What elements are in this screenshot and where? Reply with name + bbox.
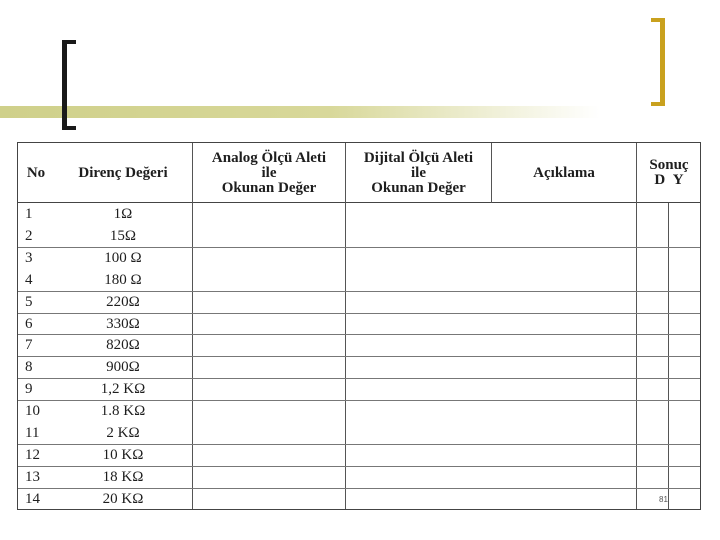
page-number: 81 bbox=[659, 495, 668, 504]
row-number: 8 bbox=[25, 359, 33, 376]
decorative-left-bracket bbox=[62, 40, 76, 130]
row-divider bbox=[18, 488, 700, 489]
header-analog-line3: Okunan Değer bbox=[221, 179, 317, 196]
row-number: 2 bbox=[25, 227, 33, 244]
header-no bbox=[18, 143, 54, 203]
row-divider bbox=[18, 466, 700, 467]
resistance-value: 1,2 KΩ bbox=[100, 381, 146, 398]
header-digital-line1: Dijital Ölçü Aleti bbox=[363, 149, 474, 166]
header-divider bbox=[18, 202, 700, 203]
header-analog bbox=[193, 143, 345, 203]
row-number: 4 bbox=[25, 271, 33, 288]
row-divider bbox=[18, 334, 700, 335]
row-number: 1 bbox=[25, 206, 33, 222]
row-number: 12 bbox=[25, 446, 40, 463]
row-divider bbox=[18, 356, 700, 357]
resistance-measurement-table bbox=[17, 142, 701, 510]
header-explanation-label: Açıklama bbox=[533, 164, 595, 181]
header-result-d: D bbox=[654, 172, 666, 188]
column-divider bbox=[491, 143, 492, 203]
header-digital-line2: ile bbox=[411, 164, 426, 181]
column-divider bbox=[345, 143, 346, 509]
row-number: 6 bbox=[25, 315, 33, 332]
header-explanation bbox=[492, 143, 636, 203]
header-no-label: No bbox=[26, 164, 46, 181]
header-analog-line2: ile bbox=[261, 164, 277, 181]
resistance-value: 2 KΩ bbox=[106, 425, 140, 441]
decorative-right-bracket bbox=[651, 18, 665, 106]
resistance-value: 15Ω bbox=[109, 227, 137, 244]
resistance-value: 1.8 KΩ bbox=[100, 403, 146, 420]
row-divider bbox=[18, 378, 700, 379]
resistance-value: 1Ω bbox=[113, 206, 133, 222]
header-result-y: Y bbox=[672, 172, 684, 188]
column-divider bbox=[636, 143, 637, 509]
header-result-dy bbox=[654, 173, 683, 188]
row-divider bbox=[18, 291, 700, 292]
row-number: 7 bbox=[25, 337, 33, 354]
resistance-value: 220Ω bbox=[106, 293, 140, 310]
resistance-value: 10 KΩ bbox=[102, 446, 144, 463]
header-analog-line1: Analog Ölçü Aleti bbox=[211, 149, 327, 166]
row-number: 10 bbox=[25, 403, 40, 420]
row-number: 3 bbox=[25, 249, 33, 266]
resistance-value: 330Ω bbox=[106, 315, 140, 332]
header-resistance bbox=[54, 143, 192, 203]
header-digital bbox=[346, 143, 491, 203]
row-number: 9 bbox=[25, 381, 33, 398]
resistance-value: 20 KΩ bbox=[102, 490, 144, 507]
header-result-label: Sonuç bbox=[649, 157, 689, 173]
row-divider bbox=[18, 247, 700, 248]
row-divider bbox=[18, 400, 700, 401]
resistance-value: 900Ω bbox=[106, 359, 140, 376]
header-result bbox=[637, 143, 701, 203]
row-divider bbox=[18, 313, 700, 314]
decorative-olive-rule bbox=[0, 106, 600, 118]
resistance-value: 180 Ω bbox=[104, 271, 142, 288]
resistance-value: 820Ω bbox=[106, 337, 140, 354]
row-number: 14 bbox=[25, 490, 40, 507]
resistance-value: 100 Ω bbox=[104, 249, 142, 266]
row-number: 11 bbox=[25, 425, 40, 441]
header-digital-line3: Okunan Değer bbox=[371, 179, 466, 196]
row-number: 5 bbox=[25, 293, 33, 310]
header-resistance-label: Direnç Değeri bbox=[78, 164, 168, 181]
resistance-value: 18 KΩ bbox=[102, 468, 144, 485]
row-divider bbox=[18, 444, 700, 445]
column-divider bbox=[192, 143, 193, 509]
row-number: 13 bbox=[25, 468, 40, 485]
